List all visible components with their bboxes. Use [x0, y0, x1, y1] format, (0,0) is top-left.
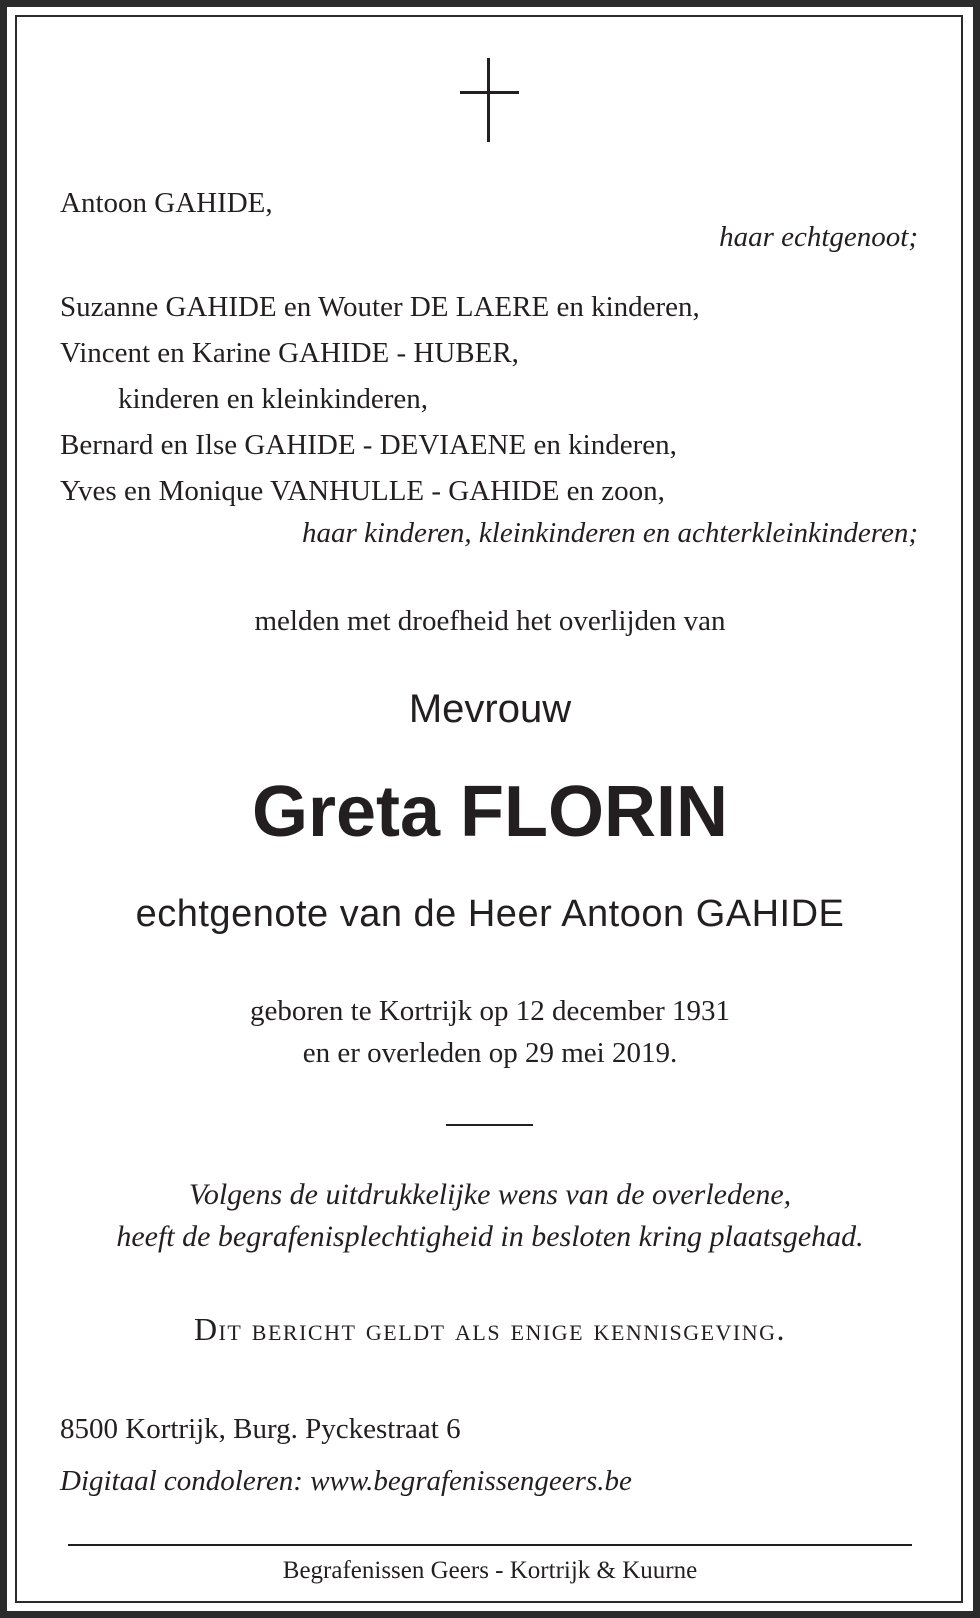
- spouse-name: Antoon GAHIDE,: [60, 187, 273, 219]
- separator-dash: [446, 1124, 533, 1126]
- address: 8500 Kortrijk, Burg. Pyckestraat 6: [60, 1413, 461, 1445]
- footer-rule: [68, 1544, 912, 1546]
- family-role: haar kinderen, kleinkinderen en achterkleinkinderen;: [301, 517, 918, 549]
- wish-line: Volgens de uitdrukkelijke wens van de overledene,: [188, 1178, 792, 1211]
- death-line: en er overleden op 29 mei 2019.: [302, 1037, 678, 1069]
- deceased-relation: echtgenote van de Heer Antoon GAHIDE: [135, 893, 845, 935]
- birth-line: geboren te Kortrijk op 12 december 1931: [250, 995, 730, 1027]
- official-notice: Dit bericht geldt als enige kennisgeving.: [193, 1311, 787, 1347]
- family-line: Bernard en Ilse GAHIDE - DEVIAENE en kinderen,: [60, 429, 677, 461]
- family-line: Yves en Monique VANHULLE - GAHIDE en zoon,: [60, 475, 665, 507]
- family-line: kinderen en kleinkinderen,: [118, 383, 429, 415]
- announcement: melden met droefheid het overlijden van: [254, 605, 726, 637]
- wish-line: heeft de begrafenisplechtigheid in besloten kring plaatsgehad.: [116, 1220, 864, 1253]
- deceased-name: Greta FLORIN: [251, 772, 729, 852]
- condolence-link[interactable]: Digitaal condoleren: www.begrafenissengeers.be: [60, 1465, 632, 1497]
- funeral-home: Begrafenissen Geers - Kortrijk & Kuurne: [282, 1557, 698, 1584]
- family-line: Vincent en Karine GAHIDE - HUBER,: [60, 337, 519, 369]
- spouse-role: haar echtgenoot;: [719, 221, 918, 253]
- salutation: Mevrouw: [408, 687, 572, 731]
- family-line: Suzanne GAHIDE en Wouter DE LAERE en kinderen,: [60, 291, 700, 323]
